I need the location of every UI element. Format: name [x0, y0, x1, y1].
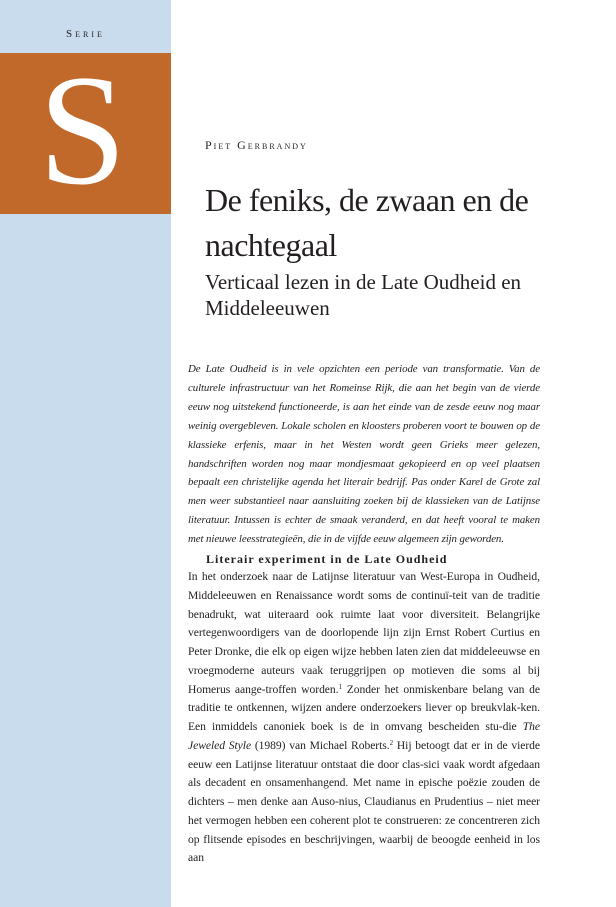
section-heading: Literair experiment in de Late Oudheid: [206, 552, 448, 566]
body-text-part3: (1989) van Michael Roberts.: [251, 738, 390, 752]
body-text-part1: In het onderzoek naar de Latijnse literatuur van West-Europa in Oudheid, Middeleeuwen en Renaissance wordt soms de continuï-teit van de traditie benadrukt, wat uiteraard ook ruimte laat voor diversiteit. Belangrijke vertegenwoordigers van de doorlopende lijn zijn Ernst Robert Curtius en Peter Dronke, die elk op eigen wijze hebben laten zien dat middeleeuwse en vroegmoderne auteurs vaak teruggrijpen op motieven die soms al bij Homerus aange-troffen worden.: [188, 570, 540, 696]
body-text-part4: Hij betoogt dat er in de vierde eeuw een Latijnse literatuur ontstaat die door clas-sici vaak wordt afgedaan als decadent en onsamenhangend. Met name in epische poëzie zouden de dichters – men denke aan Auso-nius, Claudianus en Prudentius – niet meer het vermogen hebben een coherent plot te construeren: ze concentreren zich op flitsende episodes en beschrijvingen, waarbij de beoogde eenheid in los aan: [188, 738, 540, 865]
book-title: The Jeweled Style: [188, 720, 540, 752]
intro-paragraph: De Late Oudheid is in vele opzichten een periode van transformatie. Van de culturele infrastructuur van het Romeinse Rijk, die aan het begin van de vierde eeuw nog uitstekend functioneerde, is aan het einde van de zesde eeuw nog maar weinig overgebleven. Lokale scholen en kloosters proberen voort te bouwen op de klassieke erfenis, maar in het Westen wordt geen Grieks meer gelezen, handschriften worden nog maar mondjesmaat gekopieerd en op veel plaatsen bepaalt een christelijke agenda het literair bedrijf. Pas onder Karel de Grote zal men weer substantieel naar aansluiting zoeken bij de klassieken van de Latijnse literatuur. Intussen is echter de smaak veranderd, en dat heeft vooral te maken met nieuwe leesstrategieën, die in de vijfde eeuw algemeen zijn geworden.: [188, 363, 540, 546]
series-sidebar: [0, 0, 171, 907]
article-subtitle: Verticaal lezen in de Late Oudheid en Middeleeuwen: [205, 270, 522, 320]
article-title: De feniks, de zwaan en de nachtegaal: [205, 182, 529, 263]
series-label: Serie: [66, 28, 105, 40]
footnote-marker-2[interactable]: 2: [389, 738, 394, 747]
author-name: Piet Gerbrandy: [205, 138, 308, 152]
series-initial-block: [0, 42, 171, 218]
body-paragraph: [188, 568, 540, 868]
series-initial-letter: S: [38, 42, 127, 218]
footnote-marker-1[interactable]: 1: [338, 682, 342, 691]
body-text-part2: Zonder het onmiskenbare belang van de traditie te ontkennen, wijzen andere onderzoekers liever op breukvlak-ken. Een inmiddels canoniek boek is de in omvang bescheiden stu-die: [188, 682, 540, 733]
